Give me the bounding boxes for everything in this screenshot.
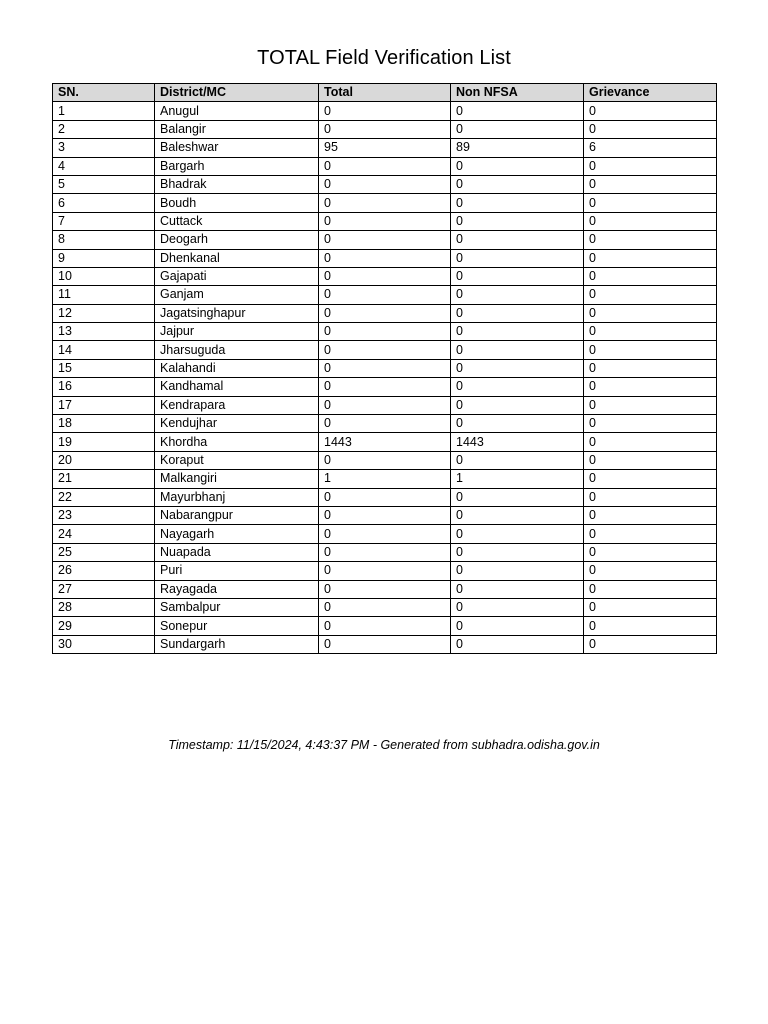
cell-non-nfsa: 0: [451, 212, 584, 230]
cell-grievance: 0: [584, 396, 717, 414]
cell-non-nfsa: 0: [451, 562, 584, 580]
cell-non-nfsa: 0: [451, 506, 584, 524]
table-row: [53, 102, 717, 120]
cell-non-nfsa: 0: [451, 102, 584, 120]
cell-non-nfsa: 0: [451, 543, 584, 561]
cell-grievance: 0: [584, 304, 717, 322]
cell-grievance: 0: [584, 580, 717, 598]
table-row: [53, 415, 717, 433]
page-title: TOTAL Field Verification List: [257, 47, 511, 69]
cell-non-nfsa: 0: [451, 359, 584, 377]
cell-sn: 17: [53, 396, 155, 414]
cell-sn: 6: [53, 194, 155, 212]
cell-district: Ganjam: [155, 286, 319, 304]
cell-total: 0: [319, 617, 451, 635]
cell-grievance: 0: [584, 506, 717, 524]
cell-total: 0: [319, 120, 451, 138]
cell-total: 0: [319, 598, 451, 616]
cell-total: 0: [319, 304, 451, 322]
table-row: [53, 433, 717, 451]
cell-grievance: 0: [584, 451, 717, 469]
cell-district: Anugul: [155, 102, 319, 120]
table-row: [53, 598, 717, 616]
cell-total: 0: [319, 175, 451, 193]
cell-grievance: 0: [584, 157, 717, 175]
cell-total: 0: [319, 231, 451, 249]
cell-sn: 16: [53, 378, 155, 396]
cell-sn: 2: [53, 120, 155, 138]
cell-total: 1443: [319, 433, 451, 451]
cell-total: 0: [319, 286, 451, 304]
cell-sn: 25: [53, 543, 155, 561]
cell-non-nfsa: 0: [451, 267, 584, 285]
cell-total: 0: [319, 488, 451, 506]
cell-district: Sambalpur: [155, 598, 319, 616]
cell-sn: 3: [53, 139, 155, 157]
table-row: [53, 249, 717, 267]
cell-sn: 8: [53, 231, 155, 249]
cell-sn: 13: [53, 323, 155, 341]
cell-district: Bhadrak: [155, 175, 319, 193]
cell-total: 0: [319, 341, 451, 359]
cell-sn: 26: [53, 562, 155, 580]
cell-district: Jagatsinghapur: [155, 304, 319, 322]
header-sn: SN.: [53, 84, 155, 102]
header-district: District/MC: [155, 84, 319, 102]
table-row: [53, 286, 717, 304]
cell-district: Sonepur: [155, 617, 319, 635]
table-header-row: [53, 84, 717, 102]
cell-grievance: 0: [584, 543, 717, 561]
cell-district: Gajapati: [155, 267, 319, 285]
header-total: Total: [319, 84, 451, 102]
table-row: [53, 525, 717, 543]
cell-sn: 18: [53, 415, 155, 433]
table-row: [53, 304, 717, 322]
cell-grievance: 0: [584, 323, 717, 341]
timestamp-footer: Timestamp: 11/15/2024, 4:43:37 PM - Generated from subhadra.odisha.gov.in: [168, 738, 600, 752]
cell-non-nfsa: 0: [451, 635, 584, 653]
cell-district: Dhenkanal: [155, 249, 319, 267]
cell-sn: 15: [53, 359, 155, 377]
cell-total: 0: [319, 267, 451, 285]
cell-sn: 4: [53, 157, 155, 175]
cell-total: 0: [319, 451, 451, 469]
cell-district: Kalahandi: [155, 359, 319, 377]
cell-grievance: 0: [584, 120, 717, 138]
cell-total: 0: [319, 580, 451, 598]
header-non-nfsa: Non NFSA: [451, 84, 584, 102]
cell-district: Rayagada: [155, 580, 319, 598]
cell-non-nfsa: 0: [451, 175, 584, 193]
table-row: [53, 212, 717, 230]
cell-non-nfsa: 1443: [451, 433, 584, 451]
table-row: [53, 451, 717, 469]
cell-non-nfsa: 0: [451, 120, 584, 138]
cell-total: 95: [319, 139, 451, 157]
table-row: [53, 139, 717, 157]
cell-district: Malkangiri: [155, 470, 319, 488]
cell-grievance: 0: [584, 175, 717, 193]
table-row: [53, 175, 717, 193]
cell-sn: 29: [53, 617, 155, 635]
cell-grievance: 0: [584, 488, 717, 506]
cell-grievance: 0: [584, 617, 717, 635]
cell-district: Deogarh: [155, 231, 319, 249]
cell-district: Baleshwar: [155, 139, 319, 157]
cell-total: 0: [319, 506, 451, 524]
field-verification-table: [52, 83, 717, 654]
cell-grievance: 0: [584, 102, 717, 120]
cell-sn: 28: [53, 598, 155, 616]
cell-total: 0: [319, 102, 451, 120]
cell-grievance: 0: [584, 433, 717, 451]
cell-sn: 23: [53, 506, 155, 524]
header-grievance: Grievance: [584, 84, 717, 102]
cell-district: Kendrapara: [155, 396, 319, 414]
table-row: [53, 378, 717, 396]
cell-sn: 19: [53, 433, 155, 451]
cell-total: 0: [319, 396, 451, 414]
cell-non-nfsa: 0: [451, 157, 584, 175]
cell-non-nfsa: 0: [451, 598, 584, 616]
table-body: [53, 102, 717, 654]
cell-grievance: 0: [584, 231, 717, 249]
cell-district: Jajpur: [155, 323, 319, 341]
cell-grievance: 0: [584, 194, 717, 212]
cell-grievance: 0: [584, 415, 717, 433]
cell-district: Boudh: [155, 194, 319, 212]
cell-district: Bargarh: [155, 157, 319, 175]
cell-sn: 20: [53, 451, 155, 469]
cell-grievance: 0: [584, 635, 717, 653]
cell-total: 0: [319, 543, 451, 561]
cell-sn: 5: [53, 175, 155, 193]
cell-total: 0: [319, 525, 451, 543]
cell-non-nfsa: 0: [451, 396, 584, 414]
cell-total: 1: [319, 470, 451, 488]
cell-sn: 11: [53, 286, 155, 304]
cell-district: Mayurbhanj: [155, 488, 319, 506]
cell-sn: 22: [53, 488, 155, 506]
cell-sn: 12: [53, 304, 155, 322]
cell-total: 0: [319, 378, 451, 396]
cell-total: 0: [319, 212, 451, 230]
cell-non-nfsa: 0: [451, 323, 584, 341]
table-row: [53, 267, 717, 285]
cell-non-nfsa: 0: [451, 617, 584, 635]
cell-non-nfsa: 0: [451, 304, 584, 322]
cell-grievance: 0: [584, 341, 717, 359]
cell-grievance: 0: [584, 267, 717, 285]
cell-total: 0: [319, 194, 451, 212]
cell-total: 0: [319, 635, 451, 653]
cell-sn: 24: [53, 525, 155, 543]
table-row: [53, 396, 717, 414]
cell-total: 0: [319, 415, 451, 433]
cell-sn: 27: [53, 580, 155, 598]
cell-total: 0: [319, 249, 451, 267]
cell-sn: 21: [53, 470, 155, 488]
cell-non-nfsa: 1: [451, 470, 584, 488]
cell-non-nfsa: 0: [451, 378, 584, 396]
cell-non-nfsa: 0: [451, 488, 584, 506]
cell-district: Balangir: [155, 120, 319, 138]
table-row: [53, 506, 717, 524]
cell-non-nfsa: 0: [451, 415, 584, 433]
table-row: [53, 231, 717, 249]
cell-grievance: 0: [584, 359, 717, 377]
cell-grievance: 0: [584, 378, 717, 396]
cell-district: Puri: [155, 562, 319, 580]
cell-non-nfsa: 0: [451, 341, 584, 359]
cell-non-nfsa: 0: [451, 231, 584, 249]
cell-sn: 7: [53, 212, 155, 230]
table-row: [53, 120, 717, 138]
table-row: [53, 635, 717, 653]
cell-total: 0: [319, 562, 451, 580]
cell-total: 0: [319, 157, 451, 175]
cell-non-nfsa: 0: [451, 286, 584, 304]
cell-district: Nuapada: [155, 543, 319, 561]
table-row: [53, 323, 717, 341]
cell-district: Kandhamal: [155, 378, 319, 396]
cell-sn: 1: [53, 102, 155, 120]
cell-district: Sundargarh: [155, 635, 319, 653]
cell-district: Koraput: [155, 451, 319, 469]
table-row: [53, 617, 717, 635]
cell-non-nfsa: 0: [451, 451, 584, 469]
cell-non-nfsa: 0: [451, 249, 584, 267]
cell-grievance: 0: [584, 598, 717, 616]
table-row: [53, 562, 717, 580]
cell-district: Khordha: [155, 433, 319, 451]
cell-grievance: 0: [584, 562, 717, 580]
table-row: [53, 488, 717, 506]
cell-grievance: 0: [584, 286, 717, 304]
table-row: [53, 359, 717, 377]
table-row: [53, 470, 717, 488]
cell-district: Jharsuguda: [155, 341, 319, 359]
cell-grievance: 6: [584, 139, 717, 157]
cell-total: 0: [319, 359, 451, 377]
table-row: [53, 580, 717, 598]
cell-grievance: 0: [584, 525, 717, 543]
cell-sn: 9: [53, 249, 155, 267]
cell-district: Kendujhar: [155, 415, 319, 433]
table-row: [53, 157, 717, 175]
cell-non-nfsa: 0: [451, 194, 584, 212]
cell-sn: 30: [53, 635, 155, 653]
cell-sn: 14: [53, 341, 155, 359]
cell-grievance: 0: [584, 470, 717, 488]
cell-district: Nabarangpur: [155, 506, 319, 524]
cell-grievance: 0: [584, 249, 717, 267]
table-row: [53, 341, 717, 359]
cell-sn: 10: [53, 267, 155, 285]
cell-non-nfsa: 89: [451, 139, 584, 157]
cell-total: 0: [319, 323, 451, 341]
cell-non-nfsa: 0: [451, 525, 584, 543]
cell-non-nfsa: 0: [451, 580, 584, 598]
table-row: [53, 194, 717, 212]
cell-district: Cuttack: [155, 212, 319, 230]
cell-grievance: 0: [584, 212, 717, 230]
cell-district: Nayagarh: [155, 525, 319, 543]
table-row: [53, 543, 717, 561]
